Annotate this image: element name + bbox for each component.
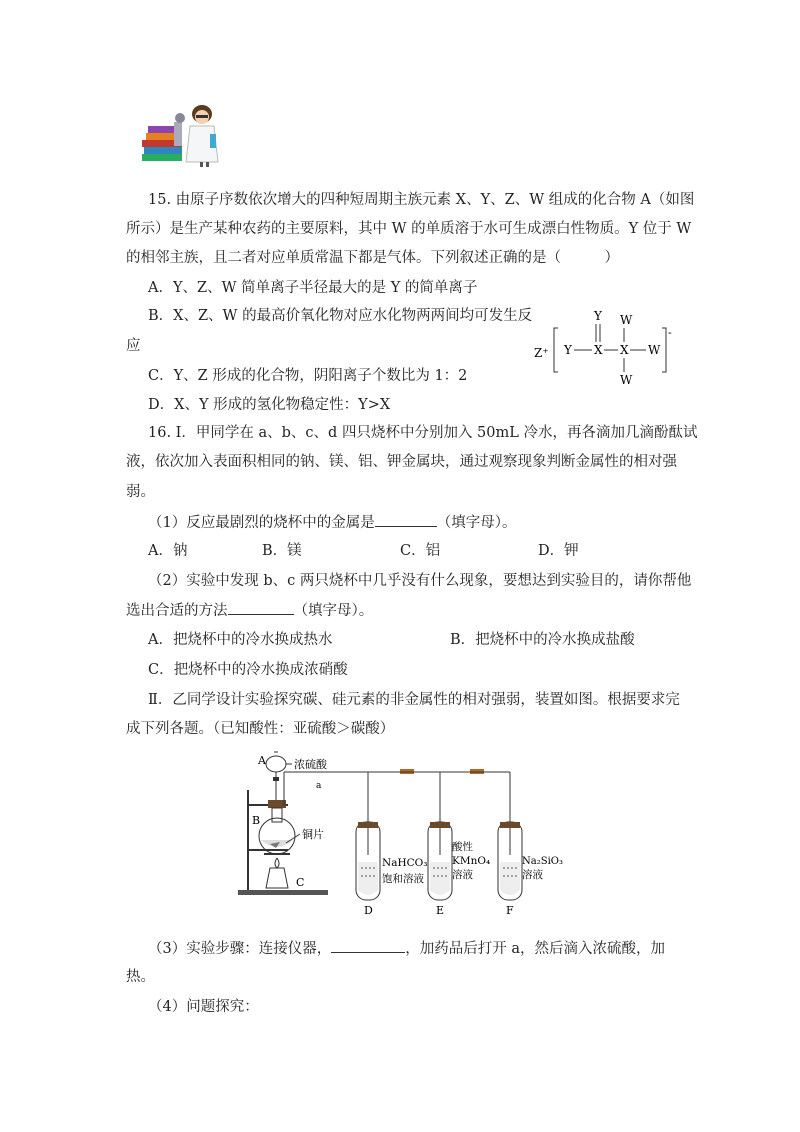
label-c-burner: C <box>296 876 305 889</box>
label-e-tube: E <box>436 904 445 917</box>
q15-option-c: C．Y、Z 形成的化合物，阴阳离子个数比为 1：2 <box>148 368 468 384</box>
q16-sub3-line2: 热。 <box>126 969 155 985</box>
label-valve-a: a <box>316 781 322 791</box>
answer-blank-2[interactable] <box>228 600 294 615</box>
apparatus-diagram <box>228 750 568 920</box>
q16-sub2-prefix: 选出合适的方法 <box>126 603 228 619</box>
d-solution-line1: NaHCO₃ <box>382 857 428 869</box>
q16-sub1-option-c: C．铝 <box>400 543 441 559</box>
f-solution-line2: 溶液 <box>522 869 543 881</box>
q16-sub2-line1: （2）实验中发现 b、c 两只烧杯中几乎没有什么现象，要想达到实验目的，请你帮他 <box>148 573 692 589</box>
x-left-atom: X <box>594 343 603 357</box>
q16-sub3-line1 <box>148 938 665 959</box>
y-left-atom: Y <box>564 343 572 357</box>
e-solution-line3: 溶液 <box>452 869 473 881</box>
q16-part1-line2: 液，依次加入表面积相同的钠、镁、铝、钾金属块，通过观察现象判断金属性的相对强 <box>126 454 677 470</box>
copper-label: 铜片 <box>302 828 324 841</box>
q16-sub2-suffix: （填字母）。 <box>293 603 374 619</box>
label-a-funnel: A <box>258 754 266 767</box>
q16-sub3-suffix: ，加药品后打开 a，然后滴入浓硫酸，加 <box>405 941 665 957</box>
q16-sub2-option-c: C．把烧杯中的冷水换成浓硝酸 <box>148 662 348 678</box>
q15-option-d: D．X、Y 形成的氢化物稳定性：Y>X <box>148 397 391 413</box>
stand-base <box>238 890 328 895</box>
label-f-tube: F <box>506 904 514 917</box>
q16-part2-line2: 成下列各题。（已知酸性：亚硫酸＞碳酸） <box>126 721 395 737</box>
flask-stopper <box>268 800 286 808</box>
f-solution-line1: Na₂SiO₃ <box>522 856 563 867</box>
compound-a-structure <box>530 306 680 390</box>
anion-charge: - <box>668 326 672 339</box>
q16-sub2-line2 <box>126 600 373 621</box>
answer-blank-1[interactable] <box>375 512 437 527</box>
e-solution-line1: 酸性 <box>452 841 473 853</box>
q16-sub1-option-d: D．钾 <box>538 543 579 559</box>
round-flask <box>259 818 295 854</box>
x-right-atom: X <box>620 343 629 357</box>
answer-blank-3[interactable] <box>331 938 405 953</box>
q16-sub1-line <box>148 512 516 533</box>
d-solution-line2: 饱和溶液 <box>382 873 424 885</box>
cation-label: Z⁺ <box>534 346 549 360</box>
q16-part1-line1: 16. I．甲同学在 a、b、c、d 四只烧杯中分别加入 50mL 冷水，再各滴加几滴酚酞试 <box>148 425 698 441</box>
q16-sub1-option-a: A．钠 <box>148 543 188 559</box>
w-bottom-atom: W <box>620 373 633 387</box>
q15-stem-line2: 所示）是生产某种农药的主要原料，其中 W 的单质溶于水可生成漂白性物质。Y 位于 W <box>126 221 692 237</box>
q16-part1-line3: 弱。 <box>126 484 155 500</box>
q16-sub1-prefix: （1）反应最剧烈的烧杯中的金属是 <box>148 515 375 531</box>
w-top-atom: W <box>620 313 633 327</box>
scientist-books-illustration <box>140 100 222 168</box>
q15-option-b-line1: B．X、Z、W 的最高价氧化物对应水化物两两间均可发生反 <box>148 308 533 324</box>
label-d-tube: D <box>364 904 373 917</box>
q16-sub4-line: （4）问题探究： <box>148 999 259 1015</box>
conc-acid-label: 浓硫酸 <box>294 758 327 771</box>
separatory-funnel <box>266 756 286 772</box>
q16-sub1-option-b: B．镁 <box>262 543 302 559</box>
q15-stem-line3: 的相邻主族，且二者对应单质常温下都是气体。下列叙述正确的是（ ） <box>126 250 619 266</box>
e-solution-line2: KMnO₄ <box>452 855 491 867</box>
q15-option-b-line2: 应 <box>126 338 141 354</box>
alcohol-burner <box>266 868 288 888</box>
q16-sub2-option-b: B．把烧杯中的冷水换成盐酸 <box>450 632 635 648</box>
q16-sub3-prefix: （3）实验步骤：连接仪器， <box>148 941 332 957</box>
q16-part2-line1: Ⅱ．乙同学设计实验探究碳、硅元素的非金属性的相对强弱，装置如图。根据要求完 <box>148 692 680 708</box>
q15-stem-line1: 15. 由原子序数依次增大的四种短周期主族元素 X、Y、Z、W 组成的化合物 A（如图 <box>148 192 695 208</box>
w-right-atom: W <box>648 343 661 357</box>
y-top-atom: Y <box>594 309 602 323</box>
q15-option-a: A．Y、Z、W 简单离子半径最大的是 Y 的简单离子 <box>148 280 478 296</box>
label-b-flask: B <box>252 814 261 827</box>
q16-sub2-option-a: A．把烧杯中的冷水换成热水 <box>148 632 333 648</box>
q16-sub1-suffix: （填字母）。 <box>436 515 517 531</box>
